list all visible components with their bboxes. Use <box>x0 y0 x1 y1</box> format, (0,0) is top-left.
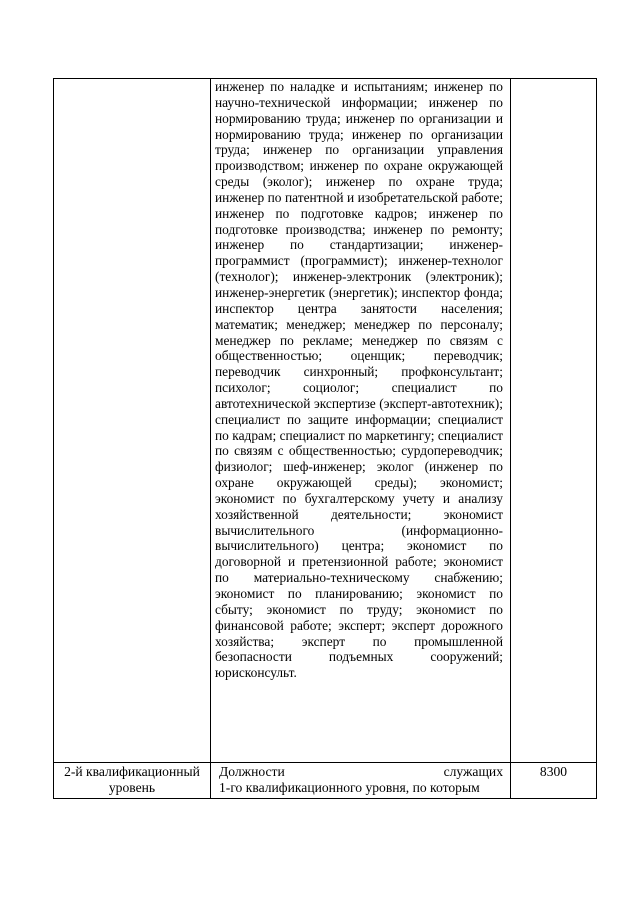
table-row <box>54 79 597 763</box>
qualification-level-cell <box>54 763 211 799</box>
qualification-level <box>54 763 210 796</box>
salary-amount <box>511 79 596 80</box>
qualification-level-cell <box>54 79 211 763</box>
amount-cell <box>511 79 597 763</box>
salary-amount: 8300 <box>539 764 568 779</box>
qualification-level <box>54 79 210 80</box>
positions-cell <box>211 763 511 799</box>
amount-cell <box>511 763 597 799</box>
salary-table <box>53 78 597 799</box>
qualification-level-line: 2-й квалификационный <box>64 764 200 779</box>
positions-description <box>211 763 510 796</box>
table-row <box>54 763 597 799</box>
positions-cell <box>211 79 511 763</box>
positions-list: инженер по наладке и испытаниям; инженер по научно-технической информации; инженер по нормированию труда; инженер по организации и нормированию труда; инженер по организации труда; инженер по организации управления производством; инженер по охране окружающей среды (эколог); инженер по охране труда; инженер по патентной и изобретательской работе; инженер по подготовке кадров; инженер по подготовке производства; инженер по ремонту; инженер по стандартизации; инженер-программист (программист); инженер-технолог (технолог); инженер-электроник (электроник); инженер-энергетик (энергетик); инспектор фонда; инспектор центра занятости населения; математик; менеджер; менеджер по персоналу; менеджер по рекламе; менеджер по связям с общественностью; оценщик; переводчик; переводчик синхронный; профконсультант; психолог; социолог; специалист по автотехнической экспертизе (эксперт-автотехник); специалист по защите информации; специалист по кадрам; специалист по маркетингу; специалист по связям с общественностью; сурдопереводчик; физиолог; шеф-инженер; эколог (инженер по охране окружающей среды); экономист; экономист по бухгалтерскому учету и анализу хозяйственной деятельности; экономист вычислительного (информационно-вычислительного) центра; экономист по договорной и претензионной работе; экономист по материально-техническому снабжению; экономист по планированию; экономист по сбыту; экономист по труду; экономист по финансовой работе; эксперт; эксперт дорожного хозяйства; эксперт по промышленной безопасности подъемных сооружений; юрисконсульт. <box>215 79 503 681</box>
qualification-level-line: уровень <box>108 780 156 795</box>
positions-line: 1-го квалификационного уровня, по которым <box>219 780 480 795</box>
positions-line: Должности служащих <box>219 764 503 779</box>
